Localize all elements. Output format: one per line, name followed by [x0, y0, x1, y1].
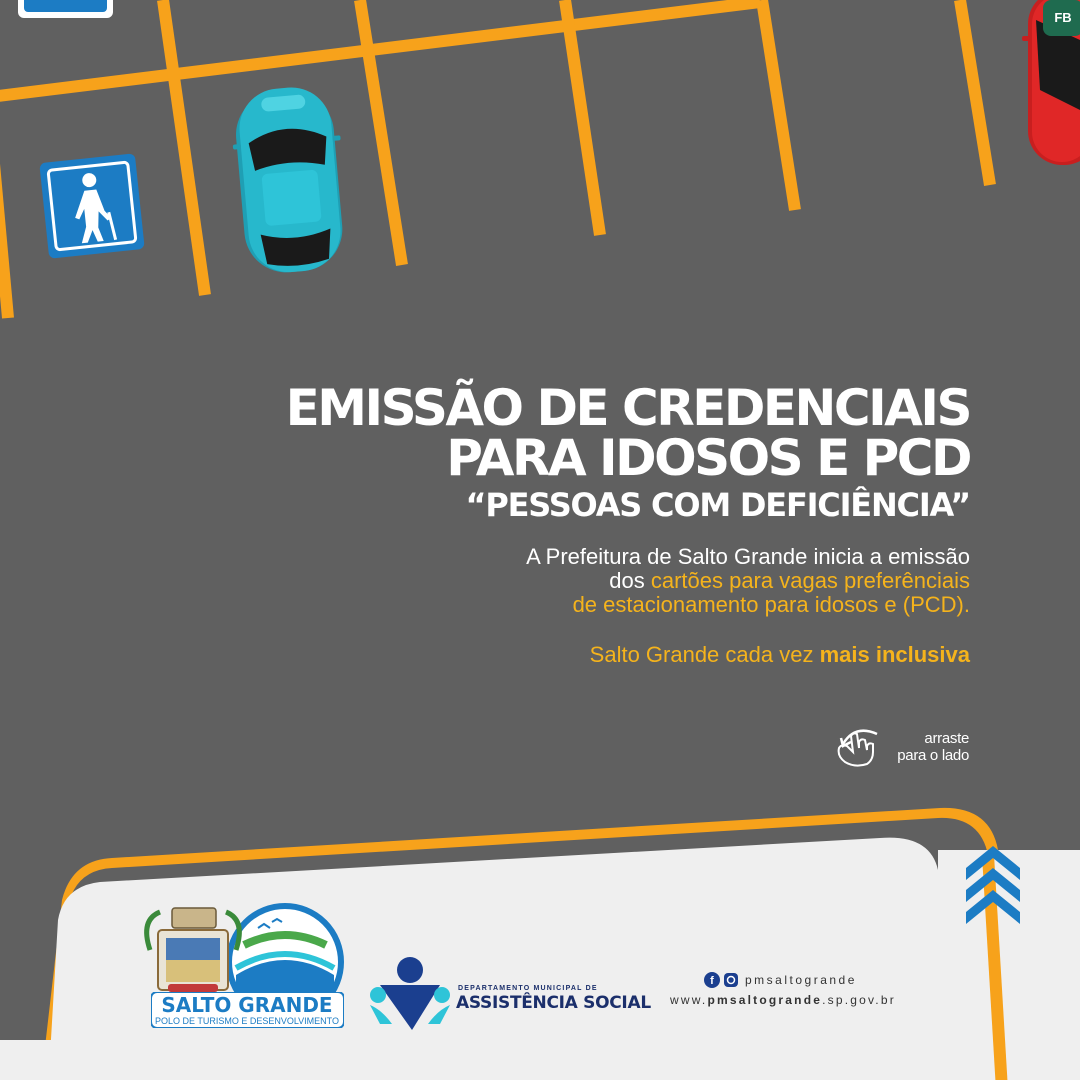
website-suffix: .sp.gov.br — [822, 993, 896, 1007]
body-line-2-plain: dos — [609, 568, 651, 593]
social-icons — [702, 970, 742, 990]
body-line-3-highlight: de estacionamento para idosos e (PCD). — [572, 592, 970, 617]
tagline — [590, 643, 970, 667]
facebook-icon[interactable] — [704, 972, 720, 988]
website-prefix: www. — [670, 993, 708, 1007]
svg-text:FB: FB — [1054, 10, 1072, 25]
svg-text:f: f — [710, 975, 714, 987]
department-label-small: DEPARTAMENTO MUNICIPAL DE — [458, 985, 598, 992]
headline-line-1: EMISSÃO DE CREDENCIAIS — [285, 379, 970, 437]
tagline-bold: mais inclusiva — [819, 642, 970, 667]
website-bold: pmsaltogrande — [707, 993, 823, 1007]
elderly-parking-sign-icon — [39, 153, 145, 259]
body-line-2-highlight: cartões para vagas preferênciais — [650, 568, 970, 593]
swipe-hint-line-2: para o lado — [897, 747, 969, 764]
department-label-big: ASSISTÊNCIA SOCIAL — [456, 993, 651, 1013]
swipe-hint-text[interactable] — [897, 730, 969, 764]
body-line-2 — [609, 569, 970, 593]
social-handle[interactable]: pmsaltogrande — [745, 973, 857, 987]
accessibility-sign-icon — [18, 0, 113, 18]
salto-grande-name: SALTO GRANDE — [161, 993, 333, 1017]
tagline-plain: Salto Grande cada vez — [589, 642, 820, 667]
body-line-1: A Prefeitura de Salto Grande inicia a emissão — [526, 544, 970, 569]
website-link[interactable] — [670, 993, 896, 1007]
headline-line-2: PARA IDOSOS E PCD — [446, 429, 970, 487]
swipe-hint-line-1: arraste — [924, 730, 969, 747]
agency-badge-icon — [1043, 0, 1080, 36]
headline-subtitle: “PESSOAS COM DEFICIÊNCIA” — [465, 486, 970, 524]
salto-grande-nameplate — [151, 992, 344, 1028]
instagram-icon[interactable] — [724, 973, 738, 987]
salto-grande-subtitle: POLO DE TURISMO E DESENVOLVIMENTO — [154, 1016, 340, 1026]
